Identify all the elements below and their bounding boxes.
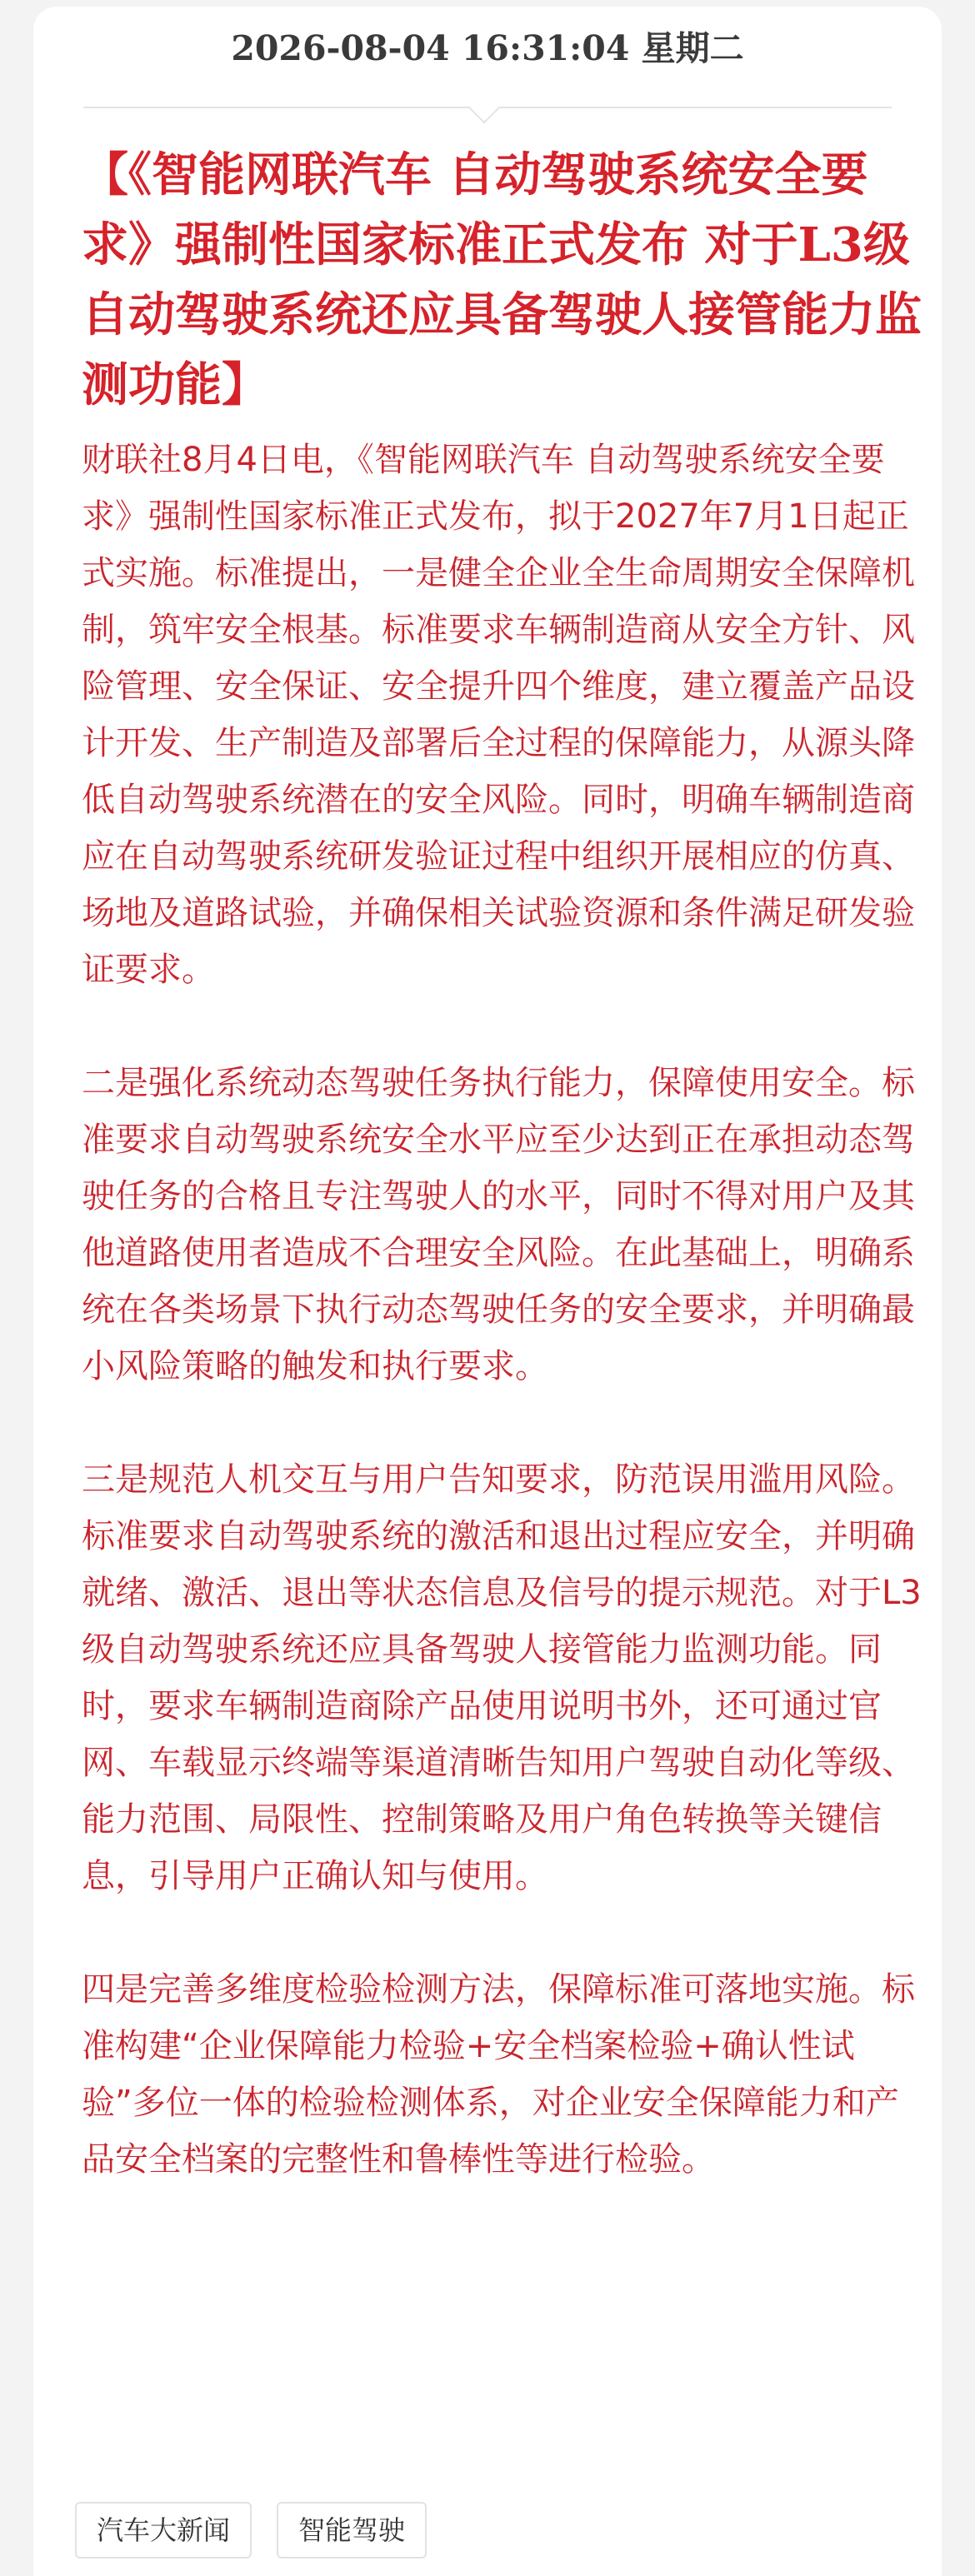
divider-notch	[469, 93, 500, 124]
tag-auto-news[interactable]: 汽车大新闻	[75, 2502, 252, 2559]
headline: 【《智能网联汽车 自动驾驶系统安全要求》强制性国家标准正式发布 对于L3级自动驾驶系统还应具备驾驶人接管能力监测功能】	[82, 147, 922, 412]
tag-list	[75, 2502, 427, 2559]
timestamp-bar	[33, 25, 942, 72]
paragraph-4: 四是完善多维度检验检测方法，保障标准可落地实施。标准构建“企业保障能力检验+安全档案检验+确认性试验”多位一体的检验检测体系，对企业安全保障能力和产品安全档案的完整性和鲁棒性等进行检验。	[82, 1970, 915, 2179]
paragraph-1: 财联社8月4日电，《智能网联汽车 自动驾驶系统安全要求》强制性国家标准正式发布，拟于2027年7月1日起正式实施。标准提出，一是健全企业全生命周期安全保障机制，筑牢安全根基。标准要求车辆制造商从安全方针、风险管理、安全保证、安全提升四个维度，建立覆盖产品设计开发、生产制造及部署后全过程的保障能力，从源头降低自动驾驶系统潜在的安全风险。同时，明确车辆制造商应在自动驾驶系统研发验证过程中组织开展相应的仿真、场地及道路试验，并确保相关试验资源和条件满足研发验证要求。	[82, 441, 915, 989]
paragraph-2: 二是强化系统动态驾驶任务执行能力，保障使用安全。标准要求自动驾驶系统安全水平应至少达到正在承担动态驾驶任务的合格且专注驾驶人的水平，同时不得对用户及其他道路使用者造成不合理安全风险。在此基础上，明确系统在各类场景下执行动态驾驶任务的安全要求，并明确最小风险策略的触发和执行要求。	[82, 1064, 915, 1385]
tag-smart-driving[interactable]: 智能驾驶	[277, 2502, 427, 2559]
timestamp: 2026-08-04 16:31:04 星期二	[231, 28, 744, 68]
article	[82, 140, 923, 2188]
news-card	[33, 7, 942, 2576]
paragraph-3: 三是规范人机交互与用户告知要求，防范误用滥用风险。标准要求自动驾驶系统的激活和退出过程应安全，并明确就绪、激活、退出等状态信息及信号的提示规范。对于L3级自动驾驶系统还应具备驾驶人接管能力监测功能。同时，要求车辆制造商除产品使用说明书外，还可通过官网、车载显示终端等渠道清晰告知用户驾驶自动化等级、能力范围、局限性、控制策略及用户角色转换等关键信息，引导用户正确认知与使用。	[82, 1460, 922, 1895]
